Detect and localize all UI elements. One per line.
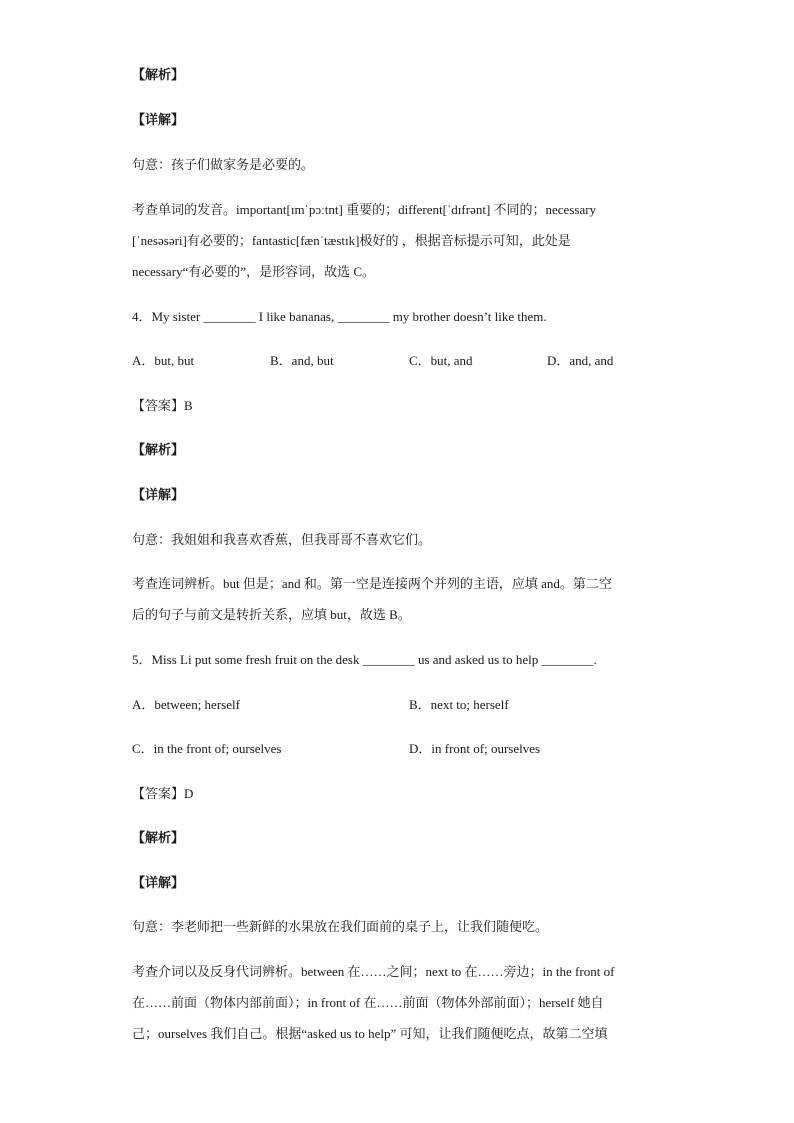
explanation-line: [ˈnesəsəri]有必要的；fantastic[fænˈtæstɪk]极好的 ，根据音标提示可知，此处是	[132, 233, 571, 248]
detail-label: 【详解】	[132, 875, 185, 890]
explanation-line: 考查连词辨析。but 但是；and 和。第一空是连接两个并列的主语，应填 and。第二空	[132, 576, 612, 591]
explanation-line: 考查单词的发音。important[ɪmˈpɔːtnt] 重要的；different[ˈdɪfrənt] 不同的；necessary	[132, 202, 597, 217]
question-5-text: 5．Miss Li put some fresh fruit on the desk ________ us and asked us to help ________.	[132, 652, 597, 667]
answer-line: 【答案】D	[132, 786, 194, 801]
analysis-label: 【解析】	[132, 830, 185, 845]
explanation-line: 在……前面（物体内部前面）；in front of 在……前面（物体外部前面）；herself 她自	[132, 995, 604, 1010]
detail-label: 【详解】	[132, 112, 185, 127]
explanation-line: necessary“有必要的”，是形容词，故选 C。	[132, 264, 375, 279]
option-c: C．but, and	[409, 353, 473, 368]
option-b: B．next to; herself	[409, 697, 509, 712]
explanation-line: 后的句子与前文是转折关系，应填 but，故选 B。	[132, 607, 411, 622]
question-4-text: 4．My sister ________ I like bananas, ________ my brother doesn’t like them.	[132, 309, 547, 324]
option-d: D．and, and	[547, 353, 614, 368]
option-a: A．between; herself	[132, 697, 240, 712]
sentence-meaning: 句意：孩子们做家务是必要的。	[132, 157, 315, 172]
explanation-line: 考查介词以及反身代词辨析。between 在……之间；next to 在……旁边；in the front of	[132, 964, 615, 979]
analysis-label: 【解析】	[132, 442, 185, 457]
analysis-label: 【解析】	[132, 67, 185, 82]
sentence-meaning: 句意：李老师把一些新鲜的水果放在我们面前的桌子上，让我们随便吃。	[132, 919, 549, 934]
option-d: D．in front of; ourselves	[409, 741, 541, 756]
answer-line: 【答案】B	[132, 398, 193, 413]
sentence-meaning: 句意：我姐姐和我喜欢香蕉，但我哥哥不喜欢它们。	[132, 532, 432, 547]
explanation-line: 己；ourselves 我们自己。根据“asked us to help” 可知，让我们随便吃点，故第二空填	[132, 1026, 608, 1041]
option-a: A．but, but	[132, 353, 195, 368]
option-c: C．in the front of; ourselves	[132, 741, 282, 756]
detail-label: 【详解】	[132, 487, 185, 502]
option-b: B．and, but	[270, 353, 334, 368]
